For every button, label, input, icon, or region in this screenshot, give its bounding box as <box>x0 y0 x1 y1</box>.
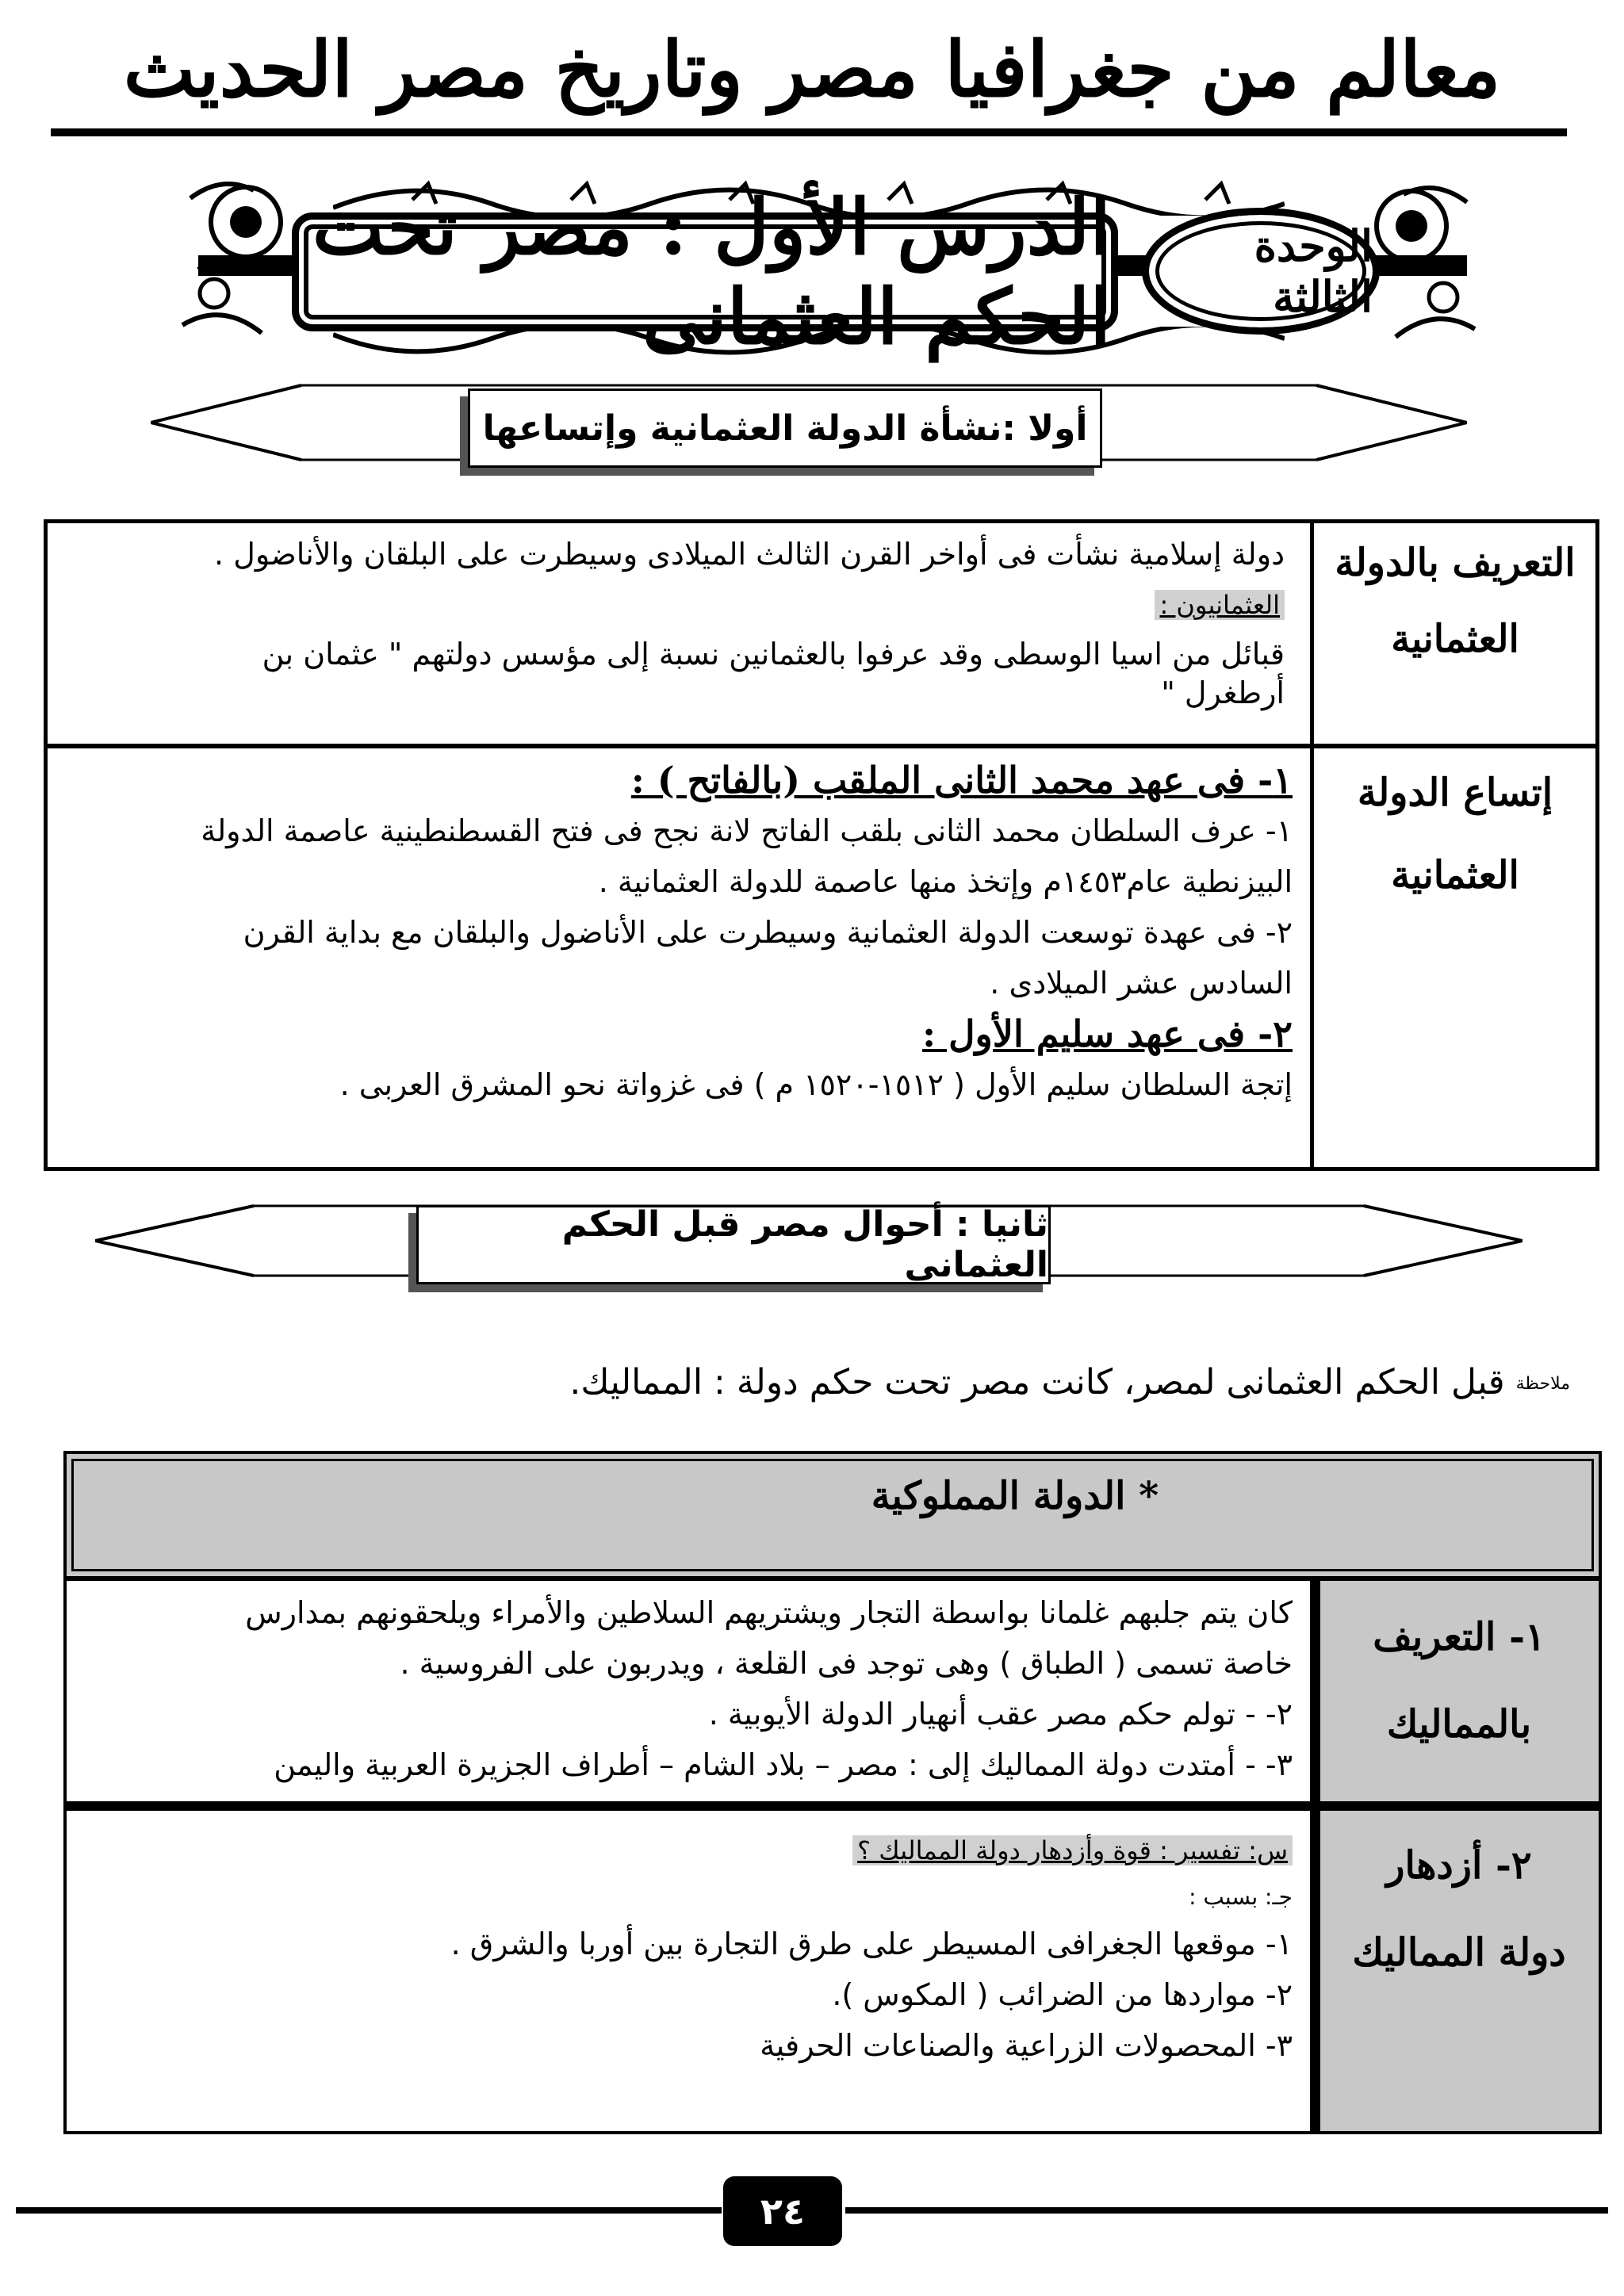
row-label-expansion: إتساع الدولة العثمانية <box>1357 771 1553 897</box>
definition-line: قبائل من اسيا الوسطى وقد عرفوا بالعثمانين نسبة إلى مؤسس دولتهم " عثمان بن <box>262 637 1285 672</box>
definition-line: أرطغرل " <box>1161 675 1285 710</box>
mamluk-line: خاصة تسمى ( الطباق ) وهى توجد فى القلعة ، ويدربون على الفروسية . <box>400 1646 1293 1681</box>
row-body-definition <box>79 530 1285 710</box>
note-prefix: ملاحظة <box>1515 1374 1570 1394</box>
lesson-title: الدرس الأول : مصر تحت الحكم العثمانى <box>292 212 1118 331</box>
mamluk-line: كان يتم جلبهم غلمانا بواسطة التجار ويشتريهم السلاطين والأمراء ويلحقونهم بمدارس <box>245 1595 1293 1630</box>
section1-title: أولا :نشأة الدولة العثمانية وإتساعها <box>468 388 1102 468</box>
row-label-definition: التعريف بالدولة العثمانية <box>1335 541 1576 661</box>
unit-badge: الوحدة الثالثة <box>1142 208 1380 335</box>
ottoman-table-row-rule <box>44 744 1599 748</box>
mamluk-line: ٢- - تولم حكم مصر عقب أنهيار الدولة الأيوبية . <box>708 1697 1293 1732</box>
mamluk-intro <box>508 1357 1570 1410</box>
row-body-mamluk-definition <box>87 1587 1293 1790</box>
subheading-selim: ٢- فى عهد سليم الأول : <box>922 1012 1293 1055</box>
subheading-mehmed: ١- فى عهد محمد الثانى الملقب (بالفاتح ) : <box>630 759 1293 802</box>
page-number: ٢٤ <box>723 2176 842 2246</box>
mamluk-table-divider <box>1310 1578 1320 2134</box>
row-body-expansion <box>71 755 1293 1110</box>
page-title: معالم من جغرافيا مصر وتاريخ مصر الحديث <box>123 25 1501 114</box>
mamluk-table-title: * الدولة المملوكية <box>871 1474 1159 1518</box>
intro-text: قبل الحكم العثمانى لمصر، كانت مصر تحت حكم دولة : المماليك. <box>569 1362 1505 1402</box>
answer-label: جـ: بسبب : <box>1189 1884 1293 1910</box>
row-label-mamluk-definition: ١- التعريف بالمماليك <box>1373 1615 1545 1747</box>
section2-title: ثانيا : أحوال مصر قبل الحكم العثمانى <box>416 1205 1051 1284</box>
mamluk-table-row-rule <box>63 1801 1602 1811</box>
expansion-line: ١- عرف السلطان محمد الثانى بلقب الفاتح لانة نجح فى فتح القسطنطينية عاصمة الدولة <box>201 813 1293 848</box>
expansion-line: ٢- فى عهدة توسعت الدولة العثمانية وسيطرت على الأناضول والبلقان مع بداية القرن <box>243 915 1293 950</box>
expansion-line: البيزنطية عام١٤٥٣م وإتخذ منها عاصمة للدولة العثمانية . <box>598 864 1293 899</box>
footer-rule-right <box>845 2207 1608 2214</box>
ottoman-table-divider <box>1310 519 1314 1171</box>
row-label-mamluk-prosperity: ٢- أزدهار دولة المماليك <box>1352 1843 1566 1975</box>
reason-line: ٣- المحصولات الزراعية والصناعات الحرفية <box>760 2028 1293 2063</box>
footer-rule-left <box>16 2207 722 2214</box>
reason-line: ١- موقعها الجغرافى المسيطر على طرق التجارة بين أوربا والشرق . <box>450 1927 1293 1961</box>
definition-line: دولة إسلامية نشأت فى أواخر القرن الثالث الميلادى وسيطرت على البلقان والأناضول . <box>214 537 1285 572</box>
expansion-line: إتجة السلطان سليم الأول ( ١٥١٢-١٥٢٠ م ) فى غزواتة نحو المشرق العربى . <box>339 1067 1293 1102</box>
expansion-line: السادس عشر الميلادى . <box>990 966 1293 1001</box>
header-rule <box>51 128 1567 136</box>
row-body-mamluk-prosperity <box>87 1823 1293 2071</box>
term-label: العثمانيون : <box>1155 590 1285 620</box>
question-label: س: تفسير : قوة وأزدهار دولة المماليك ؟ <box>852 1835 1293 1866</box>
mamluk-line: ٣- - أمتدت دولة المماليك إلى : مصر – بلاد الشام – أطراف الجزيرة العربية واليمن <box>274 1747 1293 1782</box>
reason-line: ٢- مواردها من الضرائب ( المكوس ). <box>832 1977 1293 2012</box>
